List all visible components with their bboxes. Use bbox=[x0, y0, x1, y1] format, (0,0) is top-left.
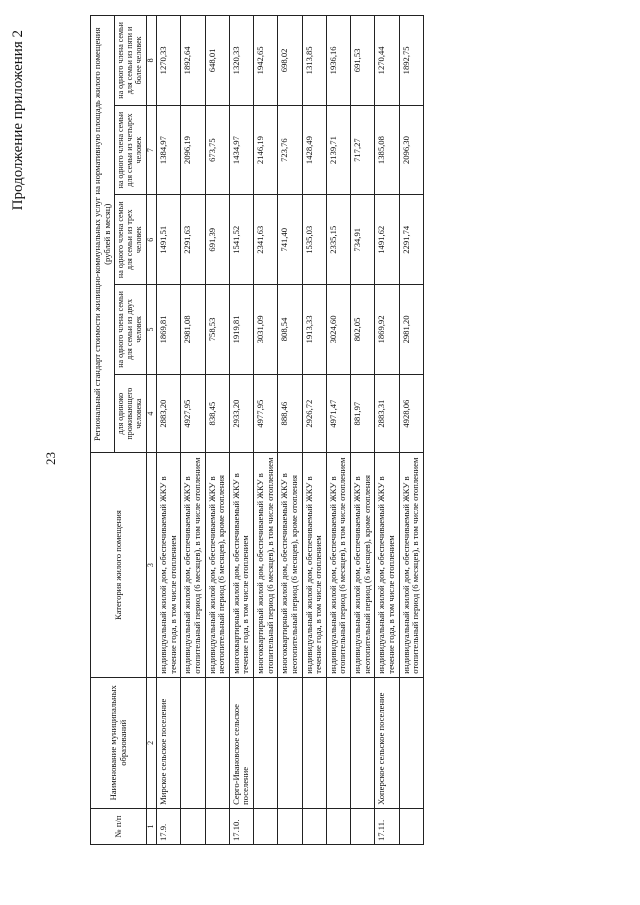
cost-value: 1535,03 bbox=[302, 195, 326, 285]
table-body bbox=[157, 16, 424, 845]
cost-value: 734,91 bbox=[351, 195, 375, 285]
col-index: 2 bbox=[147, 677, 157, 808]
cost-value: 723,76 bbox=[278, 105, 302, 195]
municipality-name bbox=[254, 677, 278, 808]
cost-value: 758,53 bbox=[205, 285, 229, 375]
cost-value: 2291,63 bbox=[181, 195, 205, 285]
header-single: для одиноко проживающего человека bbox=[115, 374, 147, 453]
municipality-name bbox=[278, 677, 302, 808]
table-row bbox=[302, 16, 326, 845]
municipality-name: Хоперское сельское поселение bbox=[375, 677, 399, 808]
col-index: 6 bbox=[147, 195, 157, 285]
table-row bbox=[326, 16, 350, 845]
cost-value: 2341,63 bbox=[254, 195, 278, 285]
cost-value: 1936,16 bbox=[326, 16, 350, 106]
housing-category: индивидуальный жилой дом, обеспечиваемый ЖКУ в течение года, в том числе отоплением bbox=[375, 453, 399, 677]
cost-value: 3031,09 bbox=[254, 285, 278, 375]
col-index: 8 bbox=[147, 16, 157, 106]
cost-value: 2335,15 bbox=[326, 195, 350, 285]
cost-value: 1869,92 bbox=[375, 285, 399, 375]
row-number: 17.9. bbox=[157, 808, 181, 844]
table-row bbox=[205, 16, 229, 845]
cost-value: 1270,33 bbox=[157, 16, 181, 106]
table-row bbox=[181, 16, 205, 845]
cost-value: 838,45 bbox=[205, 374, 229, 453]
cost-value: 881,97 bbox=[351, 374, 375, 453]
municipality-name bbox=[326, 677, 350, 808]
cost-value: 1270,44 bbox=[375, 16, 399, 106]
header-fam4: на одного члена семьи для семьи из четырех человек bbox=[115, 105, 147, 195]
cost-value: 2933,20 bbox=[229, 374, 253, 453]
row-number bbox=[351, 808, 375, 844]
header-category: Категория жилого помещения bbox=[91, 453, 147, 677]
table-row bbox=[229, 16, 253, 845]
housing-category: многоквартирный жилой дом, обеспечиваемый ЖКУ в течение года, в том числе отоплением bbox=[229, 453, 253, 677]
cost-value: 2981,20 bbox=[399, 285, 423, 375]
municipality-name bbox=[351, 677, 375, 808]
cost-value: 4927,95 bbox=[181, 374, 205, 453]
housing-category: индивидуальный жилой дом, обеспечиваемый ЖКУ в неотопительный период (6 месяцев), кроме отопления bbox=[205, 453, 229, 677]
cost-value: 1320,33 bbox=[229, 16, 253, 106]
housing-category: индивидуальный жилой дом, обеспечиваемый ЖКУ в отопительный период (6 месяцев), в том числе отоплением bbox=[181, 453, 205, 677]
header-fam5: на одного члена семьи для семьи из пяти и более человек bbox=[115, 16, 147, 106]
cost-value: 2926,72 bbox=[302, 374, 326, 453]
cost-value: 698,02 bbox=[278, 16, 302, 106]
cost-value: 691,53 bbox=[351, 16, 375, 106]
header-standard: Региональный стандарт стоимости жилищно-коммунальных услуг на нормативную площадь жилого помещения (рублей в месяц) bbox=[91, 16, 115, 454]
cost-value: 2883,31 bbox=[375, 374, 399, 453]
table-row bbox=[351, 16, 375, 845]
cost-value: 1434,97 bbox=[229, 105, 253, 195]
municipality-name bbox=[302, 677, 326, 808]
col-index: 5 bbox=[147, 285, 157, 375]
cost-value: 802,05 bbox=[351, 285, 375, 375]
cost-value: 4928,06 bbox=[399, 374, 423, 453]
row-number: 17.10. bbox=[229, 808, 253, 844]
municipality-name bbox=[205, 677, 229, 808]
cost-value: 2883,20 bbox=[157, 374, 181, 453]
row-number bbox=[205, 808, 229, 844]
cost-value: 2291,74 bbox=[399, 195, 423, 285]
header-num: № п/п bbox=[91, 808, 147, 844]
cost-value: 741,40 bbox=[278, 195, 302, 285]
col-index: 3 bbox=[147, 453, 157, 677]
cost-value: 673,75 bbox=[205, 105, 229, 195]
housing-category: многоквартирный жилой дом, обеспечиваемый ЖКУ в отопительный период (6 месяцев), в том числе отоплением bbox=[254, 453, 278, 677]
row-number: 17.11. bbox=[375, 808, 399, 844]
housing-category: индивидуальный жилой дом, обеспечиваемый ЖКУ в неотопительный период (6 месяцев), кроме отопления bbox=[351, 453, 375, 677]
row-number bbox=[302, 808, 326, 844]
cost-value: 1919,81 bbox=[229, 285, 253, 375]
housing-category: многоквартирный жилой дом, обеспечиваемый ЖКУ в неотопительный период (6 месяцев), кроме отопления bbox=[278, 453, 302, 677]
cost-value: 1428,49 bbox=[302, 105, 326, 195]
cost-value: 1892,75 bbox=[399, 16, 423, 106]
cost-value: 4977,95 bbox=[254, 374, 278, 453]
cost-value: 648,01 bbox=[205, 16, 229, 106]
cost-value: 1942,65 bbox=[254, 16, 278, 106]
table-row bbox=[278, 16, 302, 845]
appendix-title: Продолжение приложения 2 bbox=[10, 30, 26, 211]
table-row bbox=[375, 16, 399, 845]
cost-value: 717,27 bbox=[351, 105, 375, 195]
row-number bbox=[278, 808, 302, 844]
cost-value: 1869,81 bbox=[157, 285, 181, 375]
page-number: 23 bbox=[43, 452, 58, 465]
cost-value: 2981,08 bbox=[181, 285, 205, 375]
cost-value: 808,54 bbox=[278, 285, 302, 375]
table-row bbox=[399, 16, 423, 845]
municipality-name bbox=[181, 677, 205, 808]
cost-value: 888,46 bbox=[278, 374, 302, 453]
cost-value: 1384,97 bbox=[157, 105, 181, 195]
header-municipality: Наименование муниципальных образований bbox=[91, 677, 147, 808]
row-number bbox=[399, 808, 423, 844]
table-row bbox=[254, 16, 278, 845]
cost-value: 2139,71 bbox=[326, 105, 350, 195]
header-fam3: на одного члена семьи для семьи из трех человек bbox=[115, 195, 147, 285]
cost-value: 1913,33 bbox=[302, 285, 326, 375]
row-number bbox=[181, 808, 205, 844]
cost-value: 3024,60 bbox=[326, 285, 350, 375]
cost-value: 2146,19 bbox=[254, 105, 278, 195]
housing-category: индивидуальный жилой дом, обеспечиваемый ЖКУ в течение года, в том числе отоплением bbox=[157, 453, 181, 677]
cost-value: 1541,52 bbox=[229, 195, 253, 285]
cost-value: 1385,08 bbox=[375, 105, 399, 195]
tariff-table bbox=[90, 15, 424, 845]
col-index: 4 bbox=[147, 374, 157, 453]
row-number bbox=[326, 808, 350, 844]
col-index: 7 bbox=[147, 105, 157, 195]
cost-value: 1491,62 bbox=[375, 195, 399, 285]
table-row bbox=[157, 16, 181, 845]
housing-category: индивидуальный жилой дом, обеспечиваемый ЖКУ в отопительный период (6 месяцев), в том числе отоплением bbox=[326, 453, 350, 677]
row-number bbox=[254, 808, 278, 844]
cost-value: 1892,64 bbox=[181, 16, 205, 106]
col-index: 1 bbox=[147, 808, 157, 844]
cost-value: 1491,51 bbox=[157, 195, 181, 285]
cost-value: 1313,85 bbox=[302, 16, 326, 106]
cost-value: 2096,30 bbox=[399, 105, 423, 195]
cost-value: 691,39 bbox=[205, 195, 229, 285]
header-fam2: на одного члена семьи для семьи из двух человек bbox=[115, 285, 147, 375]
cost-value: 2096,19 bbox=[181, 105, 205, 195]
cost-value: 4971,47 bbox=[326, 374, 350, 453]
municipality-name: Мирское сельское поселение bbox=[157, 677, 181, 808]
municipality-name: Серго-Ивановское сельское поселение bbox=[229, 677, 253, 808]
municipality-name bbox=[399, 677, 423, 808]
housing-category: индивидуальный жилой дом, обеспечиваемый ЖКУ в течение года, в том числе отоплением bbox=[302, 453, 326, 677]
housing-category: индивидуальный жилой дом, обеспечиваемый ЖКУ в отопительный период (6 месяцев), в том числе отоплением bbox=[399, 453, 423, 677]
